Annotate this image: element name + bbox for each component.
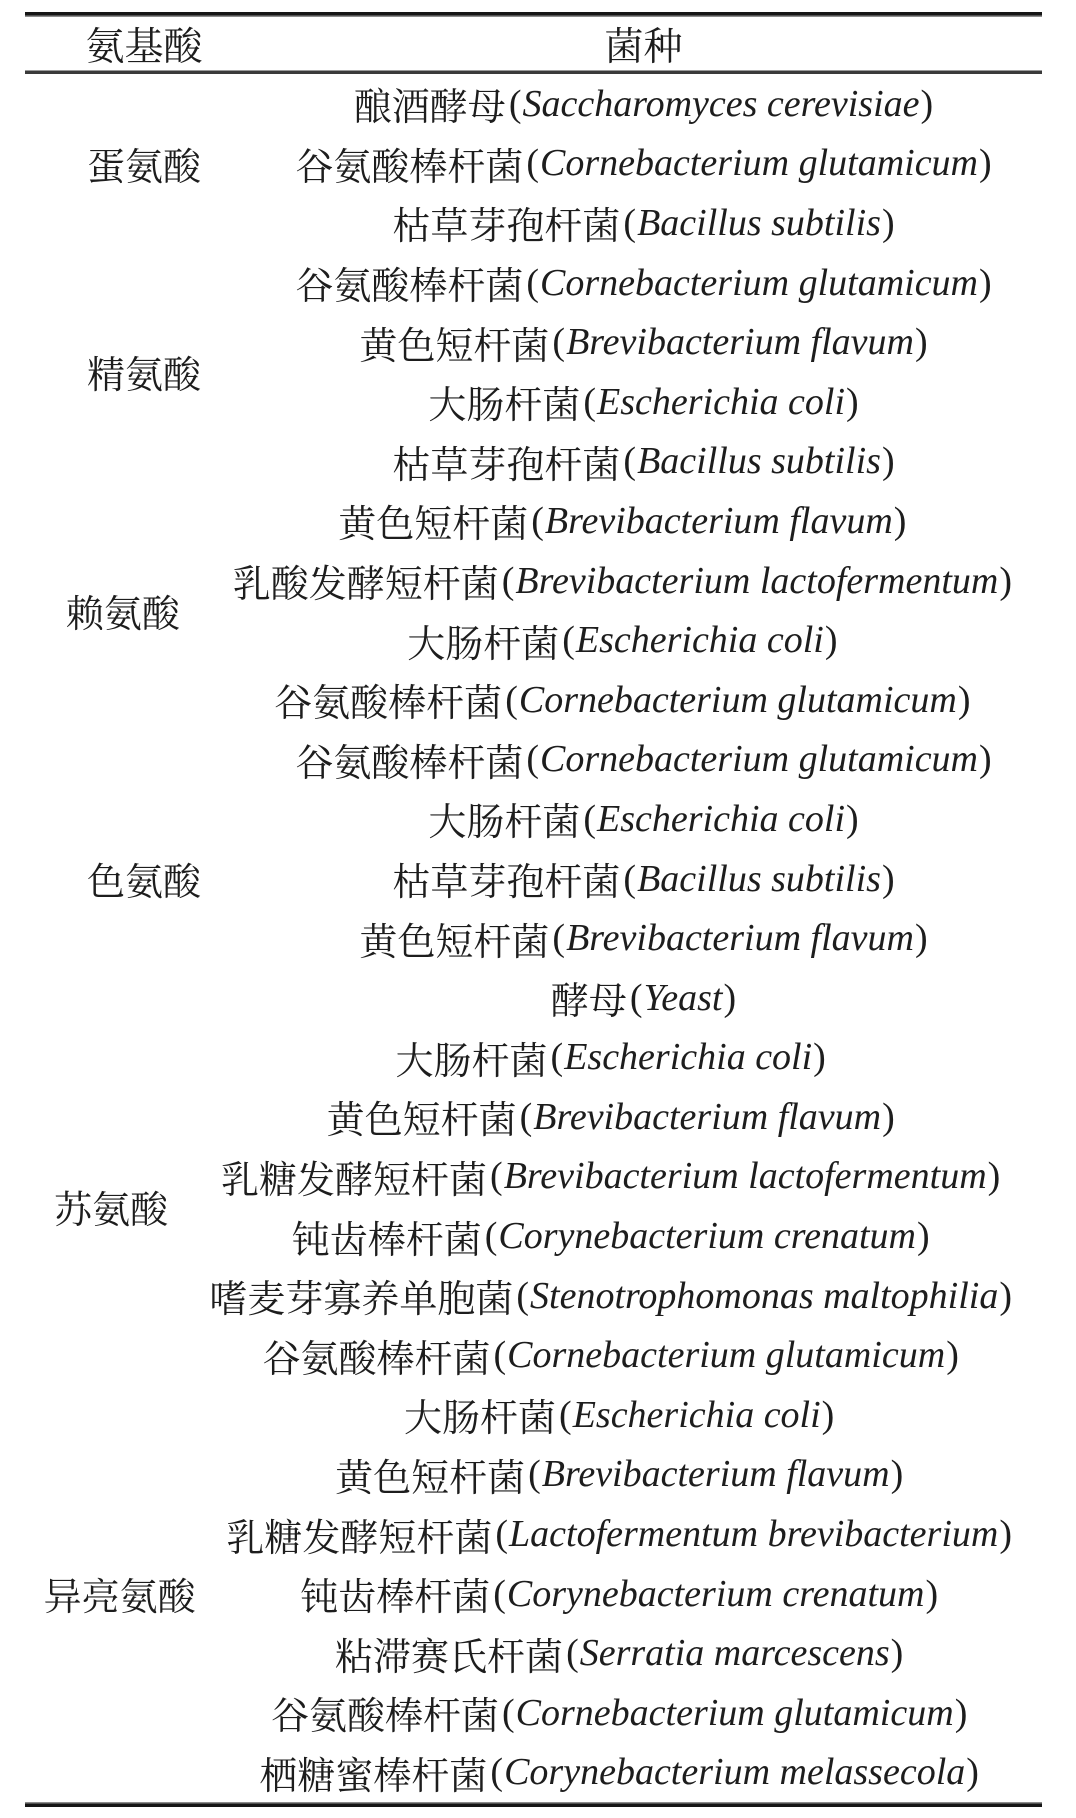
close-paren: ) [813, 1036, 826, 1079]
species-name-cn: 大肠杆菌 [428, 385, 581, 428]
amino-acid-cell: 色氨酸 [86, 862, 201, 905]
species-name-latin: Brevibacterium flavum [533, 1095, 882, 1138]
species-name-latin: Cornebacterium glutamicum [515, 1691, 954, 1734]
species-name-cn: 粘滞赛氏杆菌 [335, 1636, 564, 1679]
open-paren: ( [623, 201, 637, 244]
open-paren: ( [508, 82, 522, 125]
species-name-latin: Saccharomyces cerevisiae [522, 82, 920, 125]
close-paren: ) [979, 261, 992, 304]
open-paren: ( [505, 678, 518, 721]
close-paren: ) [957, 678, 971, 721]
close-paren: ) [954, 1691, 968, 1734]
species-row [275, 968, 1042, 1028]
open-paren: ( [623, 440, 637, 483]
open-paren: ( [583, 797, 597, 840]
species-row [233, 610, 1042, 670]
species-row [209, 1087, 1042, 1147]
species-name-latin: Yeast [643, 976, 723, 1019]
amino-acid-cell: 异亮氨酸 [43, 1577, 196, 1620]
open-paren: ( [566, 1632, 579, 1675]
species-name-cn: 枯草芽孢杆菌 [392, 206, 621, 249]
species-name-cn: 黄色短杆菌 [338, 504, 529, 547]
amino-acid-cell: 蛋氨酸 [86, 146, 201, 189]
species-row [209, 1266, 1042, 1326]
species-row [275, 432, 1042, 492]
close-paren: ) [824, 619, 838, 662]
close-paren: ) [882, 1095, 895, 1138]
species-name-latin: Cornebacterium glutamicum [540, 261, 979, 304]
species-name-cn: 谷氨酸棒杆菌 [262, 1338, 491, 1381]
species-name-cn: 栖糖蜜棒杆菌 [259, 1755, 488, 1798]
close-paren: ) [987, 1155, 1001, 1198]
table-header-row [25, 17, 1042, 70]
close-paren: ) [999, 1513, 1012, 1556]
species-name-latin: Brevibacterium flavum [541, 1453, 890, 1496]
species-name-cn: 酿酒酵母 [353, 87, 506, 130]
open-paren: ( [526, 738, 539, 781]
species-name-latin: Brevibacterium lactofermentum [515, 559, 999, 602]
close-paren: ) [881, 440, 895, 483]
close-paren: ) [946, 1334, 959, 1377]
species-row [226, 1623, 1042, 1683]
species-name-cn: 钝齿棒杆菌 [300, 1577, 491, 1620]
species-name-latin: Escherichia coli [572, 1393, 821, 1436]
species-name-cn: 谷氨酸棒杆菌 [295, 146, 524, 189]
species-name-latin: Escherichia coli [575, 619, 824, 662]
table-body [25, 74, 1042, 1802]
open-paren: ( [526, 261, 539, 304]
species-name-cn: 乳酸发酵短杆菌 [232, 564, 499, 607]
species-name-latin: Bacillus subtilis [637, 857, 881, 900]
species-row [275, 312, 1042, 372]
species-name-latin: Brevibacterium flavum [544, 499, 893, 542]
species-name-cn: 谷氨酸棒杆菌 [271, 1696, 500, 1739]
species-name-latin: Escherichia coli [597, 380, 845, 423]
species-row [275, 730, 1042, 790]
species-row [226, 1504, 1042, 1564]
species-list [209, 1028, 1042, 1386]
species-row [275, 134, 1042, 194]
species-row [275, 253, 1042, 313]
open-paren: ( [493, 1334, 507, 1377]
open-paren: ( [493, 1572, 506, 1615]
species-name-latin: Cornebacterium glutamicum [507, 1334, 946, 1377]
open-paren: ( [550, 1036, 564, 1079]
close-paren: ) [916, 1215, 930, 1258]
close-paren: ) [966, 1751, 979, 1794]
species-list [275, 253, 1042, 491]
open-paren: ( [583, 380, 597, 423]
open-paren: ( [562, 619, 575, 662]
species-name-cn: 大肠杆菌 [428, 802, 581, 845]
open-paren: ( [623, 857, 637, 900]
close-paren: ) [893, 499, 907, 542]
amino-acid-cell: 赖氨酸 [65, 593, 180, 636]
group-row [25, 1385, 1042, 1802]
close-paren: ) [914, 321, 928, 364]
species-row [209, 1028, 1042, 1088]
species-name-latin: Cornebacterium glutamicum [540, 738, 979, 781]
open-paren: ( [495, 1513, 509, 1556]
species-row [226, 1683, 1042, 1743]
close-paren: ) [890, 1453, 904, 1496]
species-row [226, 1385, 1042, 1445]
species-name-latin: Stenotrophomonas maltophilia [530, 1274, 999, 1317]
species-list [275, 74, 1042, 253]
open-paren: ( [629, 976, 643, 1019]
species-row [226, 1445, 1042, 1505]
close-paren: ) [979, 738, 992, 781]
group-row [25, 491, 1042, 729]
open-paren: ( [519, 1095, 533, 1138]
species-list [275, 730, 1042, 1028]
open-paren: ( [484, 1215, 498, 1258]
species-row [275, 74, 1042, 134]
group-row [25, 1028, 1042, 1386]
species-row [233, 670, 1042, 730]
species-name-latin: Cornebacterium glutamicum [518, 678, 957, 721]
species-name-cn: 黄色短杆菌 [326, 1100, 517, 1143]
open-paren: ( [490, 1155, 503, 1198]
species-name-latin: Escherichia coli [564, 1036, 813, 1079]
species-name-cn: 大肠杆菌 [395, 1040, 548, 1083]
header-amino-acid: 氨基酸 [85, 25, 203, 69]
species-row [209, 1206, 1042, 1266]
close-paren: ) [890, 1632, 904, 1675]
species-name-latin: Brevibacterium flavum [566, 917, 914, 960]
open-paren: ( [559, 1393, 572, 1436]
species-name-latin: Brevibacterium lactofermentum [503, 1155, 987, 1198]
species-row [275, 849, 1042, 909]
open-paren: ( [552, 321, 566, 364]
open-paren: ( [528, 1453, 541, 1496]
species-row [209, 1147, 1042, 1207]
species-row [233, 491, 1042, 551]
species-name-latin: Serratia marcescens [579, 1632, 890, 1675]
open-paren: ( [501, 559, 515, 602]
species-name-cn: 黄色短杆菌 [359, 325, 550, 368]
close-paren: ) [846, 380, 859, 423]
species-row [209, 1325, 1042, 1385]
species-row [275, 908, 1042, 968]
species-name-cn: 谷氨酸棒杆菌 [295, 742, 524, 785]
species-name-cn: 黄色短杆菌 [359, 921, 550, 964]
species-name-latin: Corynebacterium crenatum [506, 1572, 925, 1615]
species-row [275, 193, 1042, 253]
species-name-latin: Brevibacterium flavum [566, 321, 914, 364]
species-name-cn: 嗜麦芽寡养单胞菌 [209, 1279, 514, 1322]
open-paren: ( [516, 1274, 530, 1317]
species-name-latin: Bacillus subtilis [637, 201, 881, 244]
table-bottom-rule [25, 1802, 1042, 1807]
species-row [275, 372, 1042, 432]
species-list [226, 1385, 1042, 1802]
close-paren: ) [881, 201, 895, 244]
close-paren: ) [821, 1393, 835, 1436]
open-paren: ( [552, 917, 566, 960]
close-paren: ) [999, 1274, 1012, 1317]
species-name-cn: 大肠杆菌 [404, 1398, 557, 1441]
open-paren: ( [526, 142, 539, 185]
close-paren: ) [914, 917, 928, 960]
species-list [233, 491, 1042, 729]
species-name-cn: 枯草芽孢杆菌 [392, 862, 621, 905]
species-row [226, 1564, 1042, 1624]
header-species: 菌种 [604, 25, 683, 69]
species-row [233, 551, 1042, 611]
species-name-latin: Cornebacterium glutamicum [540, 142, 979, 185]
group-row [25, 74, 1042, 253]
open-paren: ( [531, 499, 544, 542]
close-paren: ) [846, 797, 859, 840]
amino-acid-strain-table [25, 12, 1042, 1807]
species-row [226, 1743, 1042, 1803]
species-name-latin: Corynebacterium melassecola [504, 1751, 966, 1794]
species-name-cn: 谷氨酸棒杆菌 [274, 683, 503, 726]
species-name-latin: Corynebacterium crenatum [498, 1215, 916, 1258]
group-row [25, 730, 1042, 1028]
close-paren: ) [723, 976, 737, 1019]
open-paren: ( [502, 1691, 515, 1734]
species-name-latin: Lactofermentum brevibacterium [509, 1513, 999, 1556]
species-name-latin: Escherichia coli [597, 797, 845, 840]
species-name-latin: Bacillus subtilis [637, 440, 881, 483]
species-name-cn: 钝齿棒杆菌 [291, 1219, 482, 1262]
species-name-cn: 黄色短杆菌 [335, 1457, 526, 1500]
amino-acid-cell: 精氨酸 [86, 355, 201, 398]
open-paren: ( [490, 1751, 504, 1794]
close-paren: ) [881, 857, 895, 900]
close-paren: ) [925, 1572, 939, 1615]
close-paren: ) [920, 82, 934, 125]
species-name-cn: 乳糖发酵短杆菌 [226, 1517, 493, 1560]
species-name-cn: 大肠杆菌 [407, 623, 560, 666]
close-paren: ) [999, 559, 1012, 602]
species-name-cn: 谷氨酸棒杆菌 [295, 266, 524, 309]
species-name-cn: 酵母 [550, 981, 627, 1024]
amino-acid-cell: 苏氨酸 [54, 1189, 169, 1232]
group-row [25, 253, 1042, 491]
close-paren: ) [979, 142, 992, 185]
species-name-cn: 枯草芽孢杆菌 [392, 444, 621, 487]
species-name-cn: 乳糖发酵短杆菌 [221, 1159, 488, 1202]
species-row [275, 789, 1042, 849]
